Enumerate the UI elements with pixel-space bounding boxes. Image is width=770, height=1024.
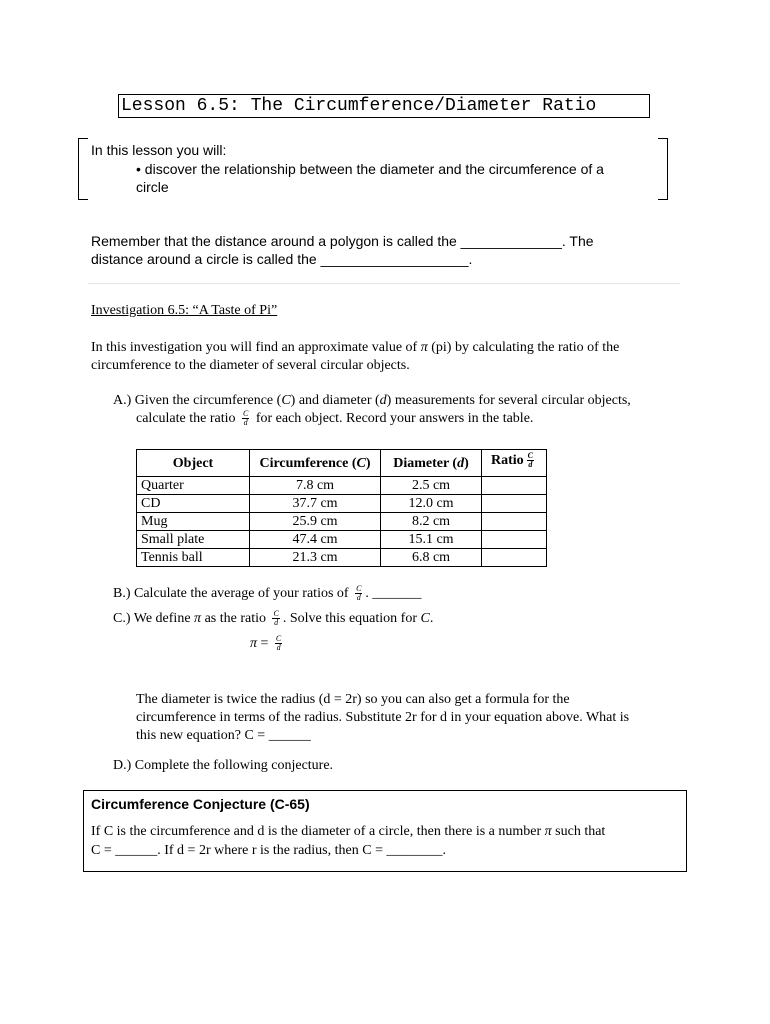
cell-circumference: 25.9 cm [250, 513, 381, 531]
table-row [137, 513, 547, 531]
cell-object: Mug [137, 513, 250, 531]
diameter-para-line-3: this new equation? C = ______ [136, 728, 311, 743]
goals-bullet-cont: circle [136, 179, 169, 195]
text: for each object. Record your answers in the table. [255, 411, 534, 426]
pi-symbol: π [544, 824, 552, 839]
section-divider [88, 283, 680, 284]
pi-symbol: π [194, 611, 202, 626]
cell-diameter: 6.8 cm [381, 549, 482, 567]
cell-object: Tennis ball [137, 549, 250, 567]
answer-blank: . _______ [365, 586, 422, 601]
ratio-fraction [355, 585, 362, 602]
frac-den: d [356, 593, 361, 603]
part-d: D.) Complete the following conjecture. [113, 758, 334, 773]
measurements-table [136, 449, 547, 567]
text: Ratio [490, 453, 524, 468]
text: ) [365, 455, 371, 471]
conjecture-title: Circumference Conjecture (C-65) [91, 796, 310, 812]
text: such that [555, 824, 606, 839]
table-row [137, 531, 547, 549]
text: If C is the circumference and d is the diameter of a circle, then there is a number [91, 824, 542, 839]
cell-circumference: 7.8 cm [250, 477, 381, 495]
header-ratio [482, 450, 547, 477]
frac-den: d [274, 618, 279, 628]
frac-num: C [275, 634, 282, 644]
header-object: Object [137, 450, 250, 477]
pi-equation [250, 635, 285, 653]
table-row [137, 477, 547, 495]
diameter-para-line-1: The diameter is twice the radius (d = 2r) so you can also get a formula for the [136, 692, 570, 707]
table-header-row [137, 450, 547, 477]
part-a-line-2 [136, 410, 533, 428]
diameter-para-line-2: circumference in terms of the radius. Substitute 2r for d in your equation above. What is [136, 710, 630, 725]
goals-bullet [136, 160, 604, 178]
var-d: d [457, 455, 465, 471]
investigation-title: Investigation 6.5: “A Taste of Pi” [91, 303, 278, 318]
goals-bracket-left [78, 138, 88, 200]
cell-ratio[interactable] [482, 477, 547, 495]
cell-circumference: 37.7 cm [250, 495, 381, 513]
investigation-para-line-2: circumference to the diameter of several circular objects. [91, 358, 410, 373]
cell-diameter: 15.1 cm [381, 531, 482, 549]
cell-ratio[interactable] [482, 495, 547, 513]
text: . Solve this equation for [282, 611, 417, 626]
table-row [137, 495, 547, 513]
text: ) measurements for several circular objects, [386, 393, 631, 408]
text: Circumference ( [259, 455, 357, 471]
cell-object: Small plate [137, 531, 250, 549]
frac-den: d [528, 460, 533, 470]
conjecture-line-2: C = ______. If d = 2r where r is the radius, then C = ________. [91, 843, 446, 858]
bullet-icon: • [136, 161, 141, 177]
text: ) [464, 455, 469, 471]
pi-symbol: π [420, 340, 428, 355]
remember-line-1: Remember that the distance around a polygon is called the _____________. The [91, 233, 594, 249]
ratio-fraction [275, 635, 282, 652]
cell-circumference: 21.3 cm [250, 549, 381, 567]
var-c: C [420, 611, 430, 626]
frac-num: C [273, 609, 279, 619]
cell-ratio[interactable] [482, 513, 547, 531]
text: ) and diameter ( [290, 393, 380, 408]
text: as the ratio [204, 611, 266, 626]
text: . [429, 611, 434, 626]
part-a-line-1 [113, 392, 631, 410]
var-c: C [281, 393, 291, 408]
part-c [113, 610, 433, 628]
cell-object: Quarter [137, 477, 250, 495]
cell-ratio[interactable] [482, 549, 547, 567]
ratio-fraction [242, 410, 249, 427]
frac-num: C [527, 451, 533, 461]
frac-num: C [356, 584, 362, 594]
ratio-fraction [272, 610, 279, 627]
goals-heading: In this lesson you will: [91, 142, 227, 158]
equals-sign: = [260, 636, 269, 651]
frac-num: C [243, 409, 249, 419]
text: B.) Calculate the average of your ratios of [113, 586, 349, 601]
ratio-fraction [527, 452, 534, 469]
table-row [137, 549, 547, 567]
header-circumference [250, 450, 381, 477]
remember-line-2: distance around a circle is called the ___________________. [91, 251, 473, 267]
cell-diameter: 2.5 cm [381, 477, 482, 495]
cell-circumference: 47.4 cm [250, 531, 381, 549]
text: Diameter ( [393, 455, 458, 471]
frac-den: d [243, 418, 248, 428]
text: calculate the ratio [136, 411, 236, 426]
cell-object: CD [137, 495, 250, 513]
cell-diameter: 8.2 cm [381, 513, 482, 531]
para-text: In this investigation you will find an approximate value of [91, 340, 418, 355]
frac-den: d [276, 643, 281, 653]
var-d: d [379, 393, 387, 408]
pi-symbol: π [250, 636, 258, 651]
para-text: (pi) by calculating the ratio of the [431, 340, 620, 355]
goals-bullet-text: discover the relationship between the diameter and the circumference of a [144, 161, 604, 177]
part-b [113, 585, 421, 603]
text: C.) We define [113, 611, 191, 626]
header-diameter [381, 450, 482, 477]
lesson-title: Lesson 6.5: The Circumference/Diameter Ratio [118, 94, 650, 118]
cell-ratio[interactable] [482, 531, 547, 549]
text: A.) Given the circumference ( [113, 393, 282, 408]
investigation-para-line-1 [91, 339, 619, 357]
cell-diameter: 12.0 cm [381, 495, 482, 513]
var-c: C [356, 455, 366, 471]
conjecture-line-1 [91, 823, 605, 841]
goals-bracket-right [658, 138, 668, 200]
